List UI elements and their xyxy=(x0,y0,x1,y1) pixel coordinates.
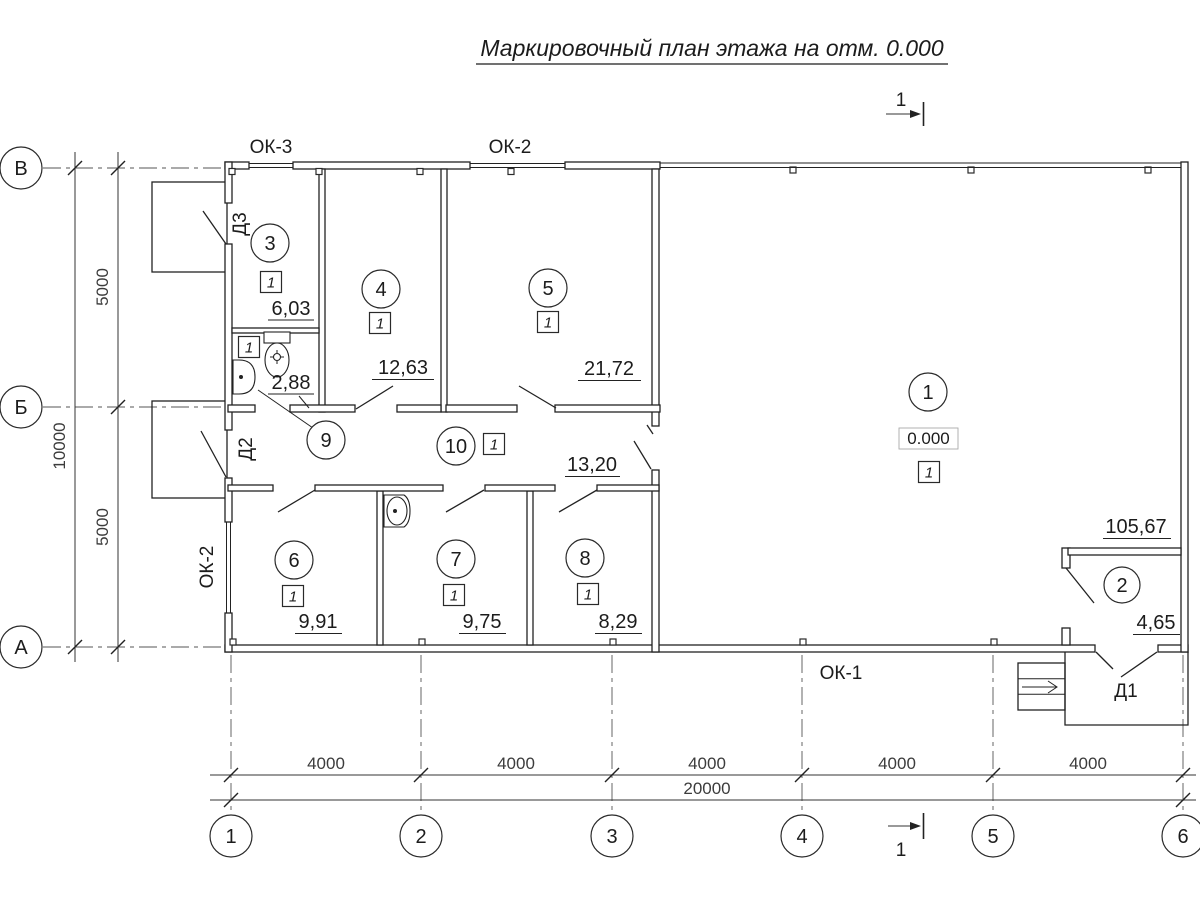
floor-marker-corridor: 1 xyxy=(489,436,499,454)
floor-marker-room8: 1 xyxy=(583,586,593,604)
dim-4000-5: 4000 xyxy=(1069,754,1107,773)
section-label-bottom: 1 xyxy=(895,840,907,861)
axis-label-5: 5 xyxy=(987,826,999,848)
porch-middle xyxy=(152,401,227,498)
area-labels xyxy=(268,298,1180,635)
vestibule-north-wall xyxy=(1068,548,1181,555)
room-tags xyxy=(251,224,1140,603)
door-leaf-room7 xyxy=(446,490,484,512)
dim-10000: 10000 xyxy=(50,422,69,470)
door-leaf-room6 xyxy=(278,490,315,512)
area-room8: 8,29 xyxy=(598,611,638,633)
dim-20000: 20000 xyxy=(683,779,731,798)
label-ok2-top: ОК-2 xyxy=(488,137,532,158)
axis-label-a: А xyxy=(14,637,28,659)
floor-marker-room3: 1 xyxy=(266,274,276,292)
dim-4000-1: 4000 xyxy=(307,754,345,773)
axis-label-4: 4 xyxy=(796,826,808,848)
area-hall: 105,67 xyxy=(1105,516,1167,538)
door-leaf-room4 xyxy=(356,386,393,409)
axis-label-1: 1 xyxy=(225,826,237,848)
drawing-title xyxy=(476,35,948,64)
axis-label-v: В xyxy=(14,158,28,180)
window-ok3-top xyxy=(249,164,293,168)
label-d3: Д3 xyxy=(230,212,251,236)
door-leaf-corridor xyxy=(634,441,651,469)
area-corridor: 13,20 xyxy=(566,454,618,476)
door-leaf-d2 xyxy=(201,431,226,477)
porches xyxy=(152,182,1188,725)
walls xyxy=(225,162,1188,652)
level-mark-value: 0.000 xyxy=(907,429,950,448)
wall-room8-hall xyxy=(652,470,659,652)
door-leaf-d1-left xyxy=(1096,652,1113,669)
axis-label-6: 6 xyxy=(1177,826,1189,848)
room-number-2: 2 xyxy=(1116,575,1128,597)
dim-5000-2: 5000 xyxy=(93,508,112,546)
room-number-7: 7 xyxy=(450,549,462,571)
floor-marker-room4: 1 xyxy=(375,315,385,333)
floor-marker-room7: 1 xyxy=(449,587,459,605)
label-ok2-left: ОК-2 xyxy=(197,545,218,589)
label-d1: Д1 xyxy=(1114,681,1138,702)
axis-label-b: Б xyxy=(14,397,28,419)
area-room5: 21,72 xyxy=(583,358,635,380)
toilet xyxy=(264,332,290,377)
floor-marker-wc: 1 xyxy=(244,339,254,357)
wall-room4-room5 xyxy=(441,169,447,412)
page-title: Маркировочный план этажа на отм. 0.000 xyxy=(480,35,944,61)
area-room6: 9,91 xyxy=(298,611,338,633)
door-leaf-d3 xyxy=(203,211,226,244)
floor-marker-room1: 1 xyxy=(924,464,934,482)
wall-room7-room8 xyxy=(527,491,533,645)
dim-5000-1: 5000 xyxy=(93,268,112,306)
opening-labels xyxy=(197,137,1138,702)
dim-4000-4: 4000 xyxy=(878,754,916,773)
section-mark-bottom xyxy=(888,813,924,861)
windows xyxy=(227,163,1182,613)
room-number-6: 6 xyxy=(288,550,300,572)
axis-label-2: 2 xyxy=(415,826,427,848)
dimension-lines xyxy=(68,152,1196,807)
label-ok1: ОК-1 xyxy=(819,663,863,684)
dimension-labels xyxy=(50,268,1107,798)
room-number-5: 5 xyxy=(542,278,554,300)
door-leaf-d1-right xyxy=(1121,652,1157,677)
level-mark xyxy=(899,428,958,449)
label-ok3: ОК-3 xyxy=(249,137,293,158)
wall-room6-room7 xyxy=(377,491,383,645)
door-leaf-room8 xyxy=(559,490,597,512)
room-number-9: 9 xyxy=(320,430,332,452)
door-leaf-room5 xyxy=(519,386,556,408)
area-room7: 9,75 xyxy=(462,611,502,633)
room-number-10: 10 xyxy=(444,436,468,458)
window-band-hall-top xyxy=(660,163,1181,168)
sink-wc xyxy=(233,360,255,394)
section-mark-top xyxy=(886,90,924,126)
room-number-1: 1 xyxy=(922,382,934,404)
area-room3: 6,03 xyxy=(271,298,311,320)
area-wc: 2,88 xyxy=(271,372,311,394)
wall-room3-room4 xyxy=(319,169,325,412)
axis-bubbles xyxy=(0,147,1200,857)
porch-top xyxy=(152,182,227,272)
room-number-8: 8 xyxy=(579,548,591,570)
vestibule-pier-bottom xyxy=(1062,628,1070,645)
label-d2: Д2 xyxy=(236,437,257,461)
area-room4: 12,63 xyxy=(377,357,429,379)
door-leaf-vestibule xyxy=(1066,568,1094,603)
area-vestibule: 4,65 xyxy=(1136,612,1176,634)
floor-marker-room6: 1 xyxy=(288,588,298,606)
axis-label-3: 3 xyxy=(606,826,618,848)
dim-4000-2: 4000 xyxy=(497,754,535,773)
sink-room7 xyxy=(384,495,410,527)
window-ok2-top xyxy=(470,164,565,168)
dim-4000-3: 4000 xyxy=(688,754,726,773)
room-number-3: 3 xyxy=(264,233,276,255)
entrance-stairs xyxy=(1018,663,1065,710)
window-ok2-left xyxy=(227,522,231,613)
floor-marker-room5: 1 xyxy=(543,314,553,332)
room-number-4: 4 xyxy=(375,279,387,301)
wall-room5-hall xyxy=(652,169,659,426)
section-label-top: 1 xyxy=(895,90,907,111)
